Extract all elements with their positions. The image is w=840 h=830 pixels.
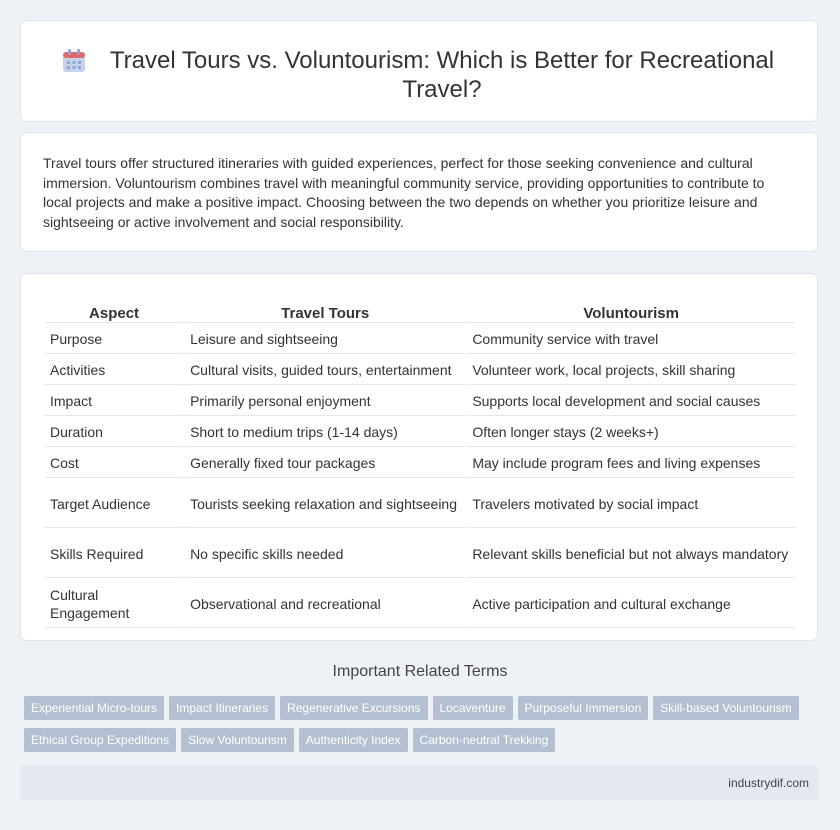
related-terms-heading: Important Related Terms xyxy=(332,663,508,680)
table-row xyxy=(45,418,795,447)
term-tag[interactable]: Impact Itineraries xyxy=(169,696,275,720)
comparison-card xyxy=(20,273,818,641)
cell-aspect: Impact xyxy=(45,387,183,416)
cell-voluntourism: Community service with travel xyxy=(467,325,795,354)
cell-travel-tours: Observational and recreational xyxy=(185,580,465,628)
cell-voluntourism: Supports local development and social causes xyxy=(467,387,795,416)
table-row xyxy=(45,325,795,354)
intro-card xyxy=(20,132,818,252)
table-header-row xyxy=(45,296,795,323)
cell-aspect: Purpose xyxy=(45,325,183,354)
cell-travel-tours: Primarily personal enjoyment xyxy=(185,387,465,416)
cell-voluntourism: Often longer stays (2 weeks+) xyxy=(467,418,795,447)
cell-aspect: Activities xyxy=(45,356,183,385)
table-row xyxy=(45,530,795,578)
cell-travel-tours: Short to medium trips (1-14 days) xyxy=(185,418,465,447)
related-terms-list xyxy=(24,696,824,760)
cell-aspect: Target Audience xyxy=(45,480,183,528)
table-row xyxy=(45,449,795,478)
cell-voluntourism: Relevant skills beneficial but not always mandatory xyxy=(467,530,795,578)
term-tag[interactable]: Regenerative Excursions xyxy=(280,696,427,720)
cell-aspect: Skills Required xyxy=(45,530,183,578)
term-tag[interactable]: Authenticity Index xyxy=(299,728,408,752)
cell-travel-tours: Tourists seeking relaxation and sightseeing xyxy=(185,480,465,528)
cell-aspect: Duration xyxy=(45,418,183,447)
term-tag[interactable]: Ethical Group Expeditions xyxy=(24,728,176,752)
table-row xyxy=(45,580,795,628)
cell-voluntourism: Volunteer work, local projects, skill sharing xyxy=(467,356,795,385)
cell-voluntourism: May include program fees and living expenses xyxy=(467,449,795,478)
cell-travel-tours: Generally fixed tour packages xyxy=(185,449,465,478)
footer-site[interactable]: industrydif.com xyxy=(728,776,809,790)
cell-travel-tours: Leisure and sightseeing xyxy=(185,325,465,354)
term-tag[interactable]: Locaventure xyxy=(433,696,513,720)
cell-aspect: Cultural Engagement xyxy=(45,580,183,628)
term-tag[interactable]: Carbon-neutral Trekking xyxy=(413,728,556,752)
cell-travel-tours: No specific skills needed xyxy=(185,530,465,578)
term-tag[interactable]: Slow Voluntourism xyxy=(181,728,294,752)
title-card xyxy=(20,20,818,122)
term-tag[interactable]: Experiential Micro-tours xyxy=(24,696,164,720)
table-row xyxy=(45,387,795,416)
term-tag[interactable]: Purposeful Immersion xyxy=(518,696,649,720)
cell-travel-tours: Cultural visits, guided tours, entertainment xyxy=(185,356,465,385)
term-tag[interactable]: Skill-based Voluntourism xyxy=(653,696,798,720)
table-row xyxy=(45,356,795,385)
cell-voluntourism: Travelers motivated by social impact xyxy=(467,480,795,528)
header-voluntourism: Voluntourism xyxy=(467,296,795,323)
footer xyxy=(20,766,818,800)
comparison-table xyxy=(43,294,797,630)
header-travel-tours: Travel Tours xyxy=(185,296,465,323)
cell-aspect: Cost xyxy=(45,449,183,478)
cell-voluntourism: Active participation and cultural exchange xyxy=(467,580,795,628)
header-aspect: Aspect xyxy=(45,296,183,323)
intro-text: Travel tours offer structured itineraries with guided experiences, perfect for those seeking convenience and cultural immersion. Voluntourism combines travel with meaningful community service, providing opportunities to contribute to local projects and make a positive impact. Choosing between the two depends on whether you prioritize leisure and sightseeing or active involvement and social responsibility. xyxy=(43,155,765,230)
page-title: Travel Tours vs. Voluntourism: Which is Better for Recreational Travel? xyxy=(109,47,775,103)
calendar-icon xyxy=(61,48,87,74)
table-row xyxy=(45,480,795,528)
